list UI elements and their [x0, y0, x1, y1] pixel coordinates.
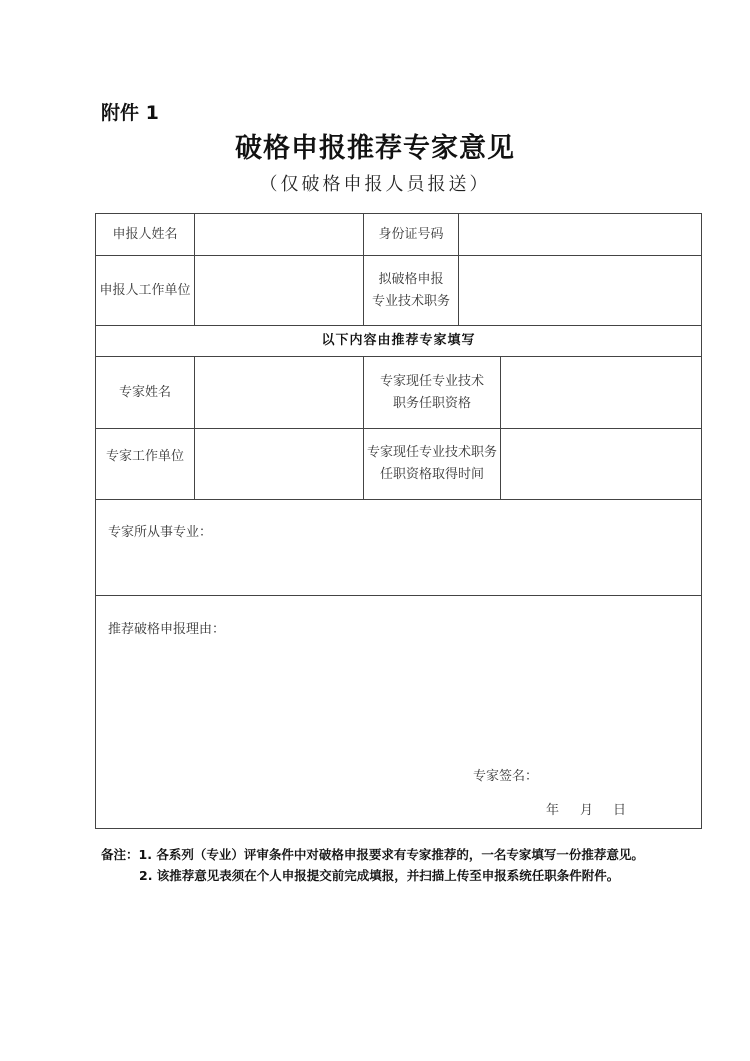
table-border-bottom: [95, 828, 702, 829]
applicant-workplace-field[interactable]: [195, 256, 363, 325]
notes-line-1: [101, 845, 644, 863]
date-year-label: 年: [546, 803, 560, 818]
note-item-2: 2. 该推荐意见表须在个人申报提交前完成填报，并扫描上传至申报系统任职条件附件。: [139, 868, 620, 883]
row-divider: [95, 499, 702, 500]
row-divider: [95, 595, 702, 596]
expert-qualification-date-field[interactable]: [501, 429, 701, 499]
expert-qualification-label-line2: 职务任职资格: [392, 395, 471, 411]
table-border-right: [701, 213, 702, 829]
date-day-label: 日: [613, 803, 627, 818]
expert-workplace-label: 专家工作单位: [105, 449, 184, 464]
page-subtitle: （仅破格申报人员报送）: [259, 174, 491, 195]
id-number-label: 身份证号码: [378, 226, 444, 242]
expert-qualification-date-label: [364, 429, 500, 499]
expert-signature-label: 专家签名：: [473, 769, 539, 784]
expert-qualification-field[interactable]: [501, 357, 701, 428]
date-month-label: 月: [580, 803, 594, 818]
recommendation-reason-field[interactable]: [96, 642, 701, 757]
expert-section-heading: 以下内容由推荐专家填写: [321, 333, 476, 348]
expert-name-label: 专家姓名: [118, 384, 171, 400]
note-item-1: 1. 各系列（专业）评审条件中对破格申报要求有专家推荐的，一名专家填写一份推荐意见。: [138, 847, 644, 862]
recommendation-reason-label: 推荐破格申报理由：: [108, 622, 226, 637]
proposed-position-label-line2: 专业技术职务: [371, 293, 450, 309]
expert-signature-field[interactable]: [535, 760, 685, 786]
applicant-name-label: 申报人姓名: [112, 226, 178, 242]
attachment-label: 附件 1: [101, 102, 159, 124]
proposed-position-label-line1: 拟破格申报: [378, 271, 444, 287]
expert-qualification-date-label-line1: 专家现任专业技术职务: [366, 445, 497, 460]
proposed-position-label: [364, 256, 458, 325]
notes-prefix: 备注：: [101, 847, 139, 862]
expert-specialty-field[interactable]: [96, 545, 701, 595]
applicant-name-field[interactable]: [195, 214, 363, 255]
expert-name-field[interactable]: [195, 357, 363, 428]
notes-line-2: [139, 866, 619, 884]
id-number-field[interactable]: [459, 214, 701, 255]
expert-qualification-label: [364, 357, 500, 428]
expert-workplace-field[interactable]: [195, 429, 363, 499]
page-title: 破格申报推荐专家意见: [235, 133, 515, 164]
proposed-position-field[interactable]: [459, 256, 701, 325]
expert-specialty-label: 专家所从事专业：: [108, 525, 213, 540]
expert-qualification-date-label-line2: 任职资格取得时间: [379, 467, 484, 482]
applicant-workplace-label: 申报人工作单位: [99, 282, 191, 298]
expert-qualification-label-line1: 专家现任专业技术: [379, 373, 484, 389]
